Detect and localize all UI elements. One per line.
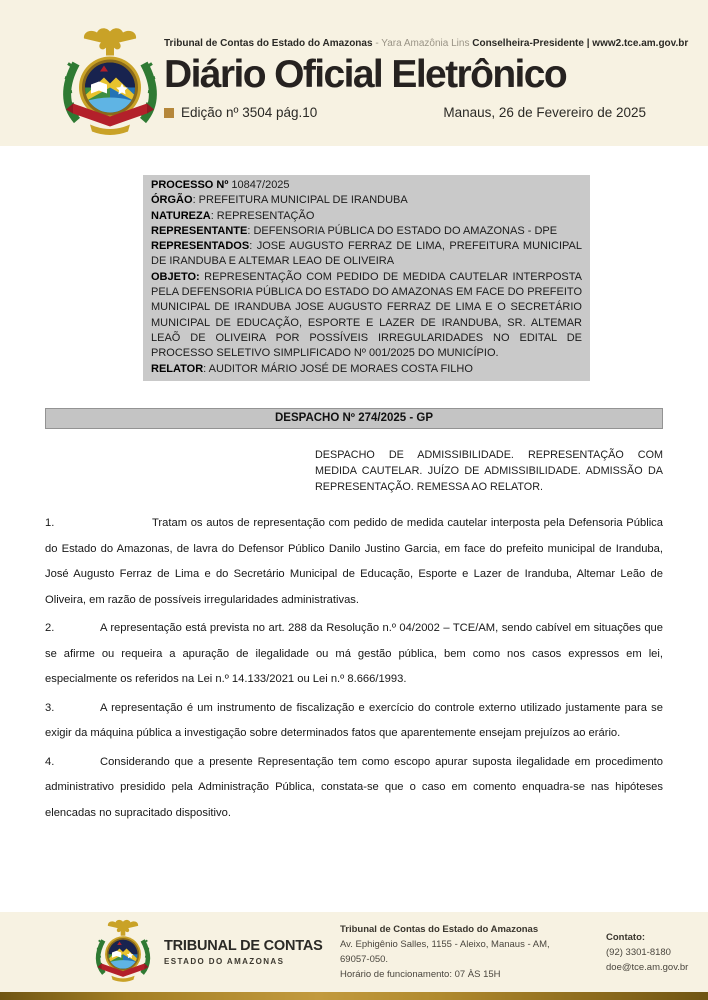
paragraph-text: Tratam os autos de representação com pedido de medida cautelar interposta pela Defensoria Pública do Estado do Amazonas, de lavra do Defensor Público Danilo Justino Garcia, em face do prefeito municipal de Iranduba, José Augusto Ferraz de Lima e do Secretário Municipal de Educação, Esporte e Lazer de Iranduba, Altemar Leão de Oliveira, em razão de possíveis irregularidades administrativas. bbox=[45, 517, 663, 606]
process-field-label: PROCESSO Nº bbox=[151, 179, 229, 191]
process-field-label: NATUREZA bbox=[151, 209, 211, 222]
paragraph-text: A representação está prevista no art. 288 da Resolução n.º 04/2002 – TCE/AM, sendo cabível em situações que se afirme ou requeira a apuração de ilegalidade ou má gestão pública, bem como nos casos expressos em lei, especialmente os referidos na Lei n.º 14.133/2021 ou Lei n.º 8.666/1993. bbox=[45, 622, 663, 686]
process-field bbox=[151, 193, 582, 208]
process-field-value: REPRESENTAÇÃO COM PEDIDO DE MEDIDA CAUTELAR INTERPOSTA PELA DEFENSORIA PÚBLICA DO ESTADO DO AMAZONAS EM FACE DO PREFEITO MUNICIPAL DE IRANDUBA JOSE AUGUSTO FERRAZ DE LIMA E O SECRETÁRIO MUNICIPAL DE EDUCAÇÃO, ESPORTE E LAZER DE IRANDUBA, SR. ALTEMAR LEAÕ DE OLIVEIRA POR POSSÍVEIS IRREGULARIDADES NO EDITAL DE PROCESSO SELETIVO SIMPLIFICADO Nº 001/2025 DO MUNICÍPIO. bbox=[151, 270, 582, 360]
edition-row bbox=[164, 105, 646, 120]
footer-address-block bbox=[340, 922, 570, 982]
masthead-org: Tribunal de Contas do Estado do Amazonas bbox=[164, 38, 373, 49]
publication-date: Manaus, 26 de Fevereiro de 2025 bbox=[443, 105, 646, 120]
footer-brand-name: TRIBUNAL DE CONTAS bbox=[164, 938, 323, 954]
paragraph-number: 4. bbox=[45, 755, 55, 768]
document-body bbox=[45, 146, 663, 829]
footer-contact-label: Contato: bbox=[606, 931, 646, 943]
process-field-label: ÓRGÃO bbox=[151, 194, 193, 207]
paragraph-text: A representação é um instrumento de fiscalização e exercício do controle externo utilizado justamente para se exigir da máquina pública a investigação sobre determinados fatos que aparentemente ensejam prejuízos ao erário. bbox=[45, 701, 663, 740]
process-field bbox=[151, 209, 582, 224]
masthead-topline bbox=[164, 38, 689, 49]
body-paragraph bbox=[45, 750, 663, 827]
footer-content bbox=[0, 912, 708, 992]
masthead-band bbox=[0, 0, 708, 146]
footer-gold-bar bbox=[0, 992, 708, 1000]
masthead-president-title-url: Conselheira-Presidente | www2.tce.am.gov.br bbox=[469, 38, 689, 49]
process-field-value: : REPRESENTAÇÃO bbox=[210, 209, 315, 222]
process-field-value: : AUDITOR MÁRIO JOSÉ DE MORAES COSTA FILHO bbox=[203, 362, 473, 375]
despacho-summary: DESPACHO DE ADMISSIBILIDADE. REPRESENTAÇÃO COM MEDIDA CAUTELAR. JUÍZO DE ADMISSIBILIDADE. ADMISSÃO DA REPRESENTAÇÃO. REMESSA AO RELATOR. bbox=[315, 448, 663, 494]
paragraph-number: 3. bbox=[45, 701, 55, 714]
tce-coat-of-arms-icon bbox=[60, 20, 160, 142]
footer-phone: (92) 3301-8180 bbox=[606, 946, 671, 958]
footer-address: Av. Ephigênio Salles, 1155 - Aleixo, Manaus - AM, 69057-050. bbox=[340, 939, 550, 965]
process-field-value: : PREFEITURA MUNICIPAL DE IRANDUBA bbox=[192, 194, 408, 207]
masthead-text bbox=[164, 38, 689, 120]
process-field bbox=[151, 224, 582, 239]
process-summary-box bbox=[143, 175, 590, 381]
page-title: Diário Oficial Eletrônico bbox=[164, 53, 567, 96]
footer-brand bbox=[164, 938, 323, 966]
paragraph-number: 2. bbox=[45, 622, 55, 635]
process-field bbox=[151, 178, 582, 193]
process-field-value: : DEFENSORIA PÚBLICA DO ESTADO DO AMAZONAS - DPE bbox=[247, 224, 558, 237]
despacho-title-bar: DESPACHO Nº 274/2025 - GP bbox=[45, 408, 663, 429]
process-field-label: REPRESENTANTE bbox=[151, 224, 248, 237]
process-field-label: REPRESENTADOS bbox=[151, 240, 250, 253]
footer-band bbox=[0, 912, 708, 992]
masthead-president-name: Yara Amazônia Lins bbox=[381, 38, 470, 49]
body-paragraph bbox=[45, 696, 663, 747]
masthead-separator: - bbox=[372, 38, 382, 49]
edition-label: Edição nº 3504 pág.10 bbox=[181, 105, 318, 120]
body-paragraph bbox=[45, 616, 663, 693]
paragraph-number: 1. bbox=[45, 517, 55, 530]
process-field bbox=[151, 270, 582, 362]
process-field-value: 10847/2025 bbox=[228, 179, 290, 191]
process-field-label: OBJETO: bbox=[151, 270, 200, 283]
footer-contact-block bbox=[606, 930, 688, 975]
process-field-value: : JOSE AUGUSTO FERRAZ DE LIMA, PREFEITURA MUNICIPAL DE IRANDUBA E ALTEMAR LEAO DE OLIVEIRA bbox=[151, 240, 582, 268]
footer-hours: Horário de funcionamento: 07 ÀS 15H bbox=[340, 969, 501, 980]
process-field bbox=[151, 362, 582, 377]
tce-coat-of-arms-footer-icon bbox=[94, 917, 152, 987]
edition-info bbox=[164, 105, 317, 120]
process-field-label: RELATOR bbox=[151, 362, 204, 375]
process-field bbox=[151, 239, 582, 270]
paragraph-list bbox=[45, 511, 663, 826]
footer-brand-state: ESTADO DO AMAZONAS bbox=[164, 957, 285, 966]
footer-email: doe@tce.am.gov.br bbox=[606, 961, 689, 973]
body-paragraph bbox=[45, 511, 663, 613]
paragraph-text: Considerando que a presente Representação tem como escopo apurar suposta ilegalidade em procedimento administrativo presidido pela Administração Pública, constata-se que o caso em comento enquadra-se nas hipóteses elencadas no supracitado dispositivo. bbox=[45, 755, 663, 819]
footer-org-name: Tribunal de Contas do Estado do Amazonas bbox=[340, 924, 539, 935]
gold-square-bullet-icon bbox=[164, 108, 174, 118]
